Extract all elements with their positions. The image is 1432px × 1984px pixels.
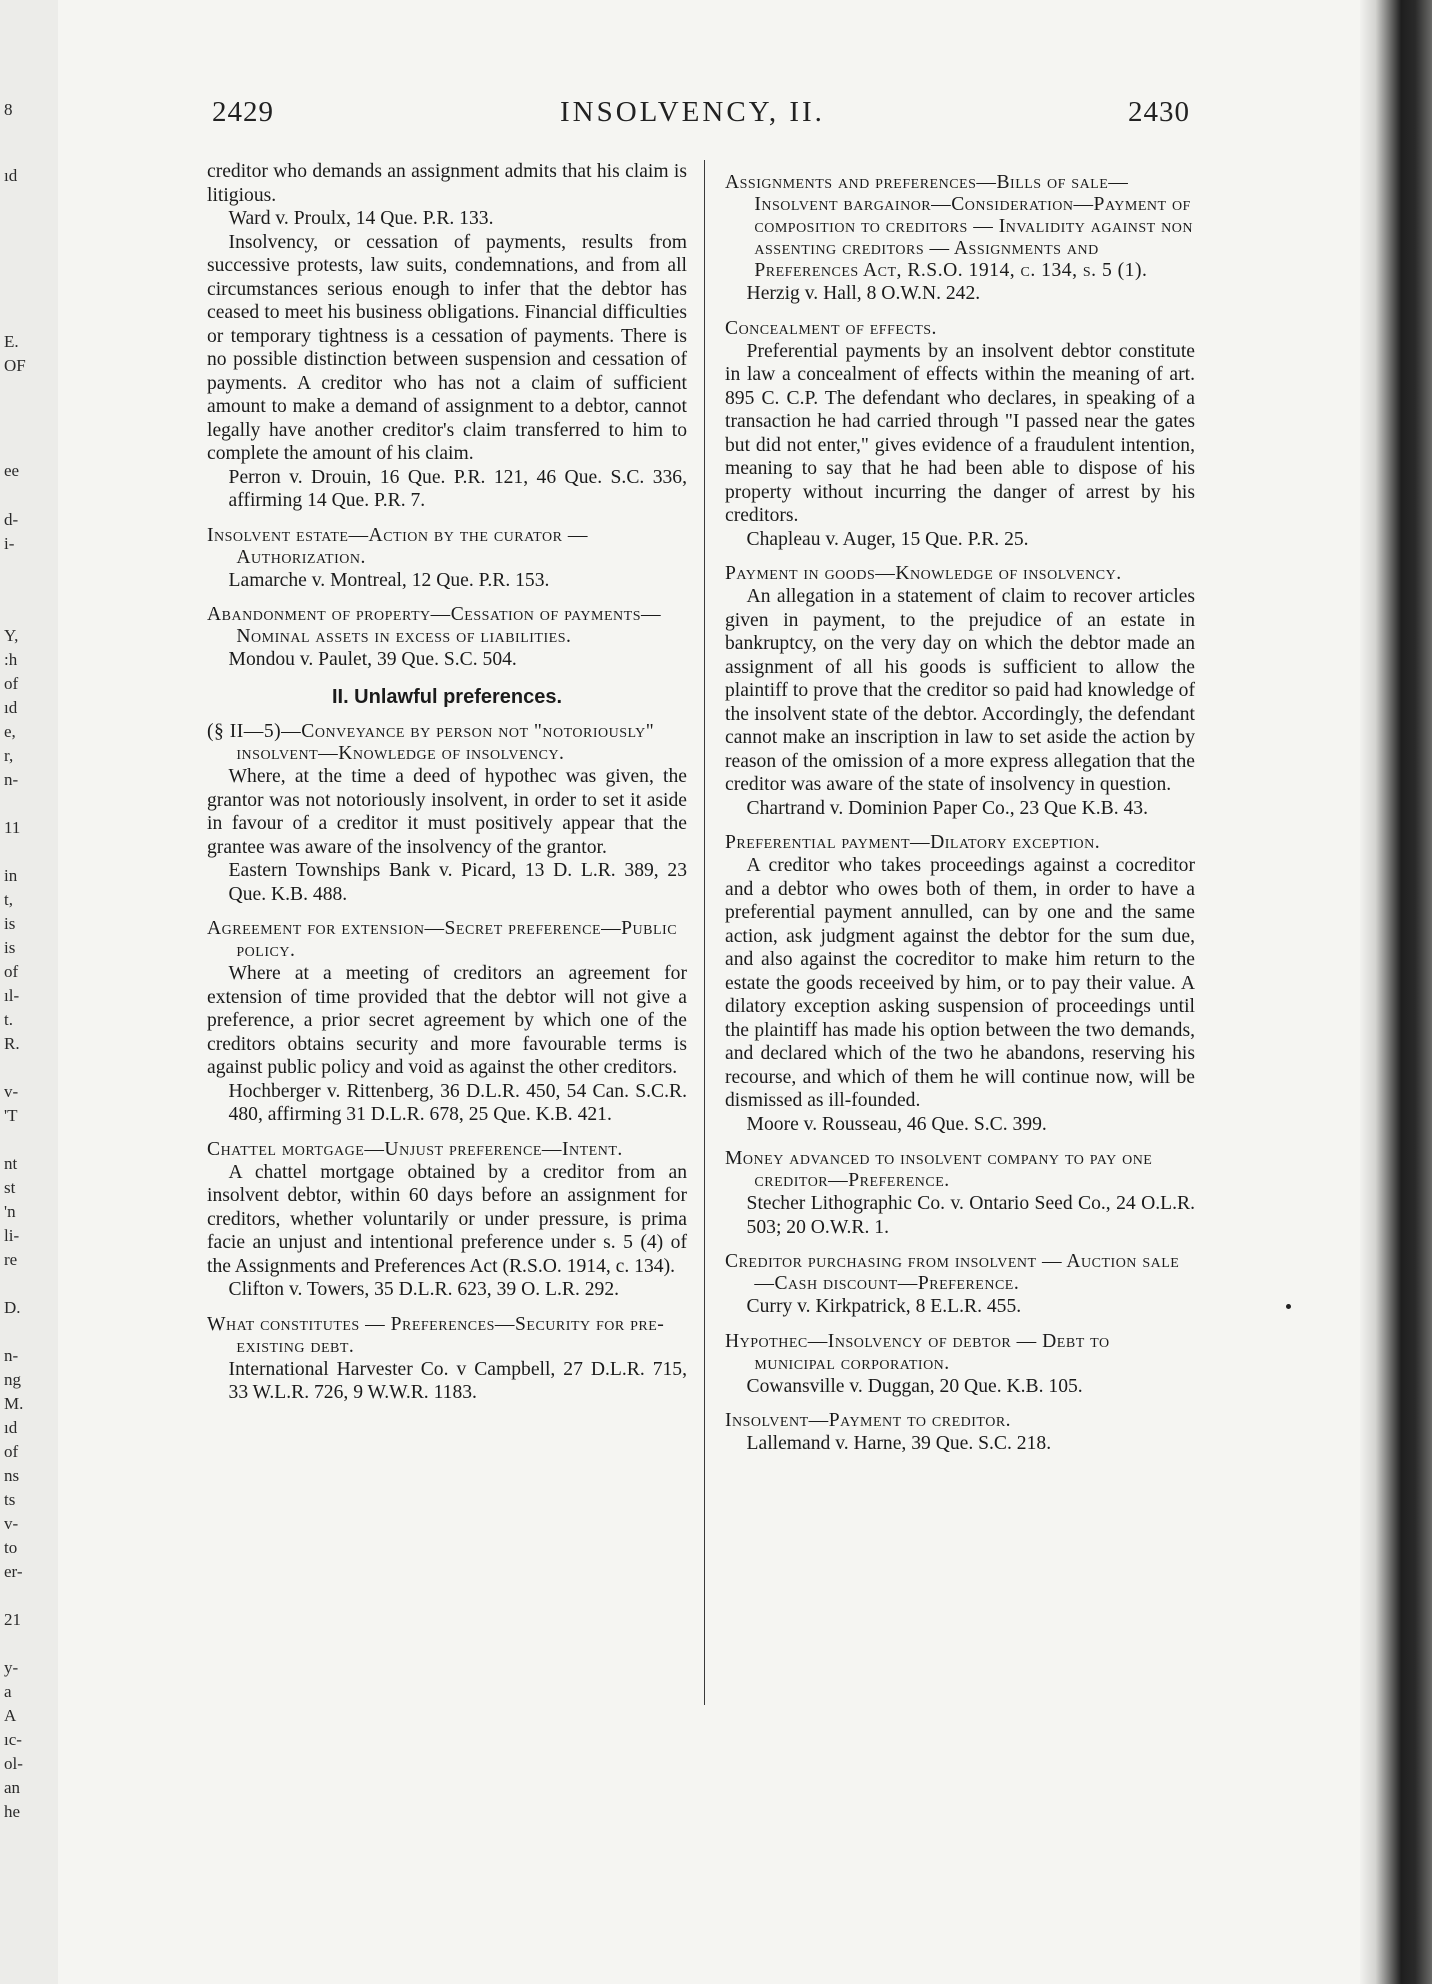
case-citation: International Harvester Co. v Campbell, 27 D.L.R. 715, 33 W.L.R. 726, 9 W.W.R. 1183. <box>228 1358 687 1403</box>
subject-heading: Agreement for extension—Secret preference—Public policy. <box>207 918 678 961</box>
bleed-fragment: :h <box>4 650 18 669</box>
bleed-fragment: an <box>4 1778 21 1797</box>
facing-page-bleed <box>0 0 58 1984</box>
case-citation: Eastern Townships Bank v. Picard, 13 D. L.R. 389, 23 Que. K.B. 488. <box>228 860 687 905</box>
subject-heading: (§ II—5)—Conveyance by person not "notoriously" insolvent—Knowledge of insolvency. <box>207 721 655 764</box>
bleed-fragment: ıd <box>4 1418 18 1437</box>
bleed-fragment: r, <box>4 746 14 765</box>
subject-heading: Assignments and preferences—Bills of sale—Insolvent bargainor—Consideration—Payment of composition to creditors — Invalidity against non assenting creditors — Assignments and Preferences Act, R.S.O. 1914, c. 134, s. 5 (1). <box>725 172 1193 281</box>
case-citation: Stecher Lithographic Co. v. Ontario Seed Co., 24 O.L.R. 503; 20 O.W.R. 1. <box>746 1193 1195 1238</box>
bleed-fragment: is <box>4 938 16 957</box>
bleed-fragment: t. <box>4 1010 13 1029</box>
case-citation: Chartrand v. Dominion Paper Co., 23 Que K.B. 43. <box>746 797 1148 819</box>
bleed-fragment: ıc- <box>4 1730 22 1749</box>
subject-heading: Money advanced to insolvent company to pay one creditor—Preference. <box>725 1148 1153 1191</box>
subject-heading: Insolvent—Payment to creditor. <box>725 1410 1012 1431</box>
bleed-fragment: E. <box>4 332 19 351</box>
case-citation: Lamarche v. Montreal, 12 Que. P.R. 153. <box>228 569 550 591</box>
case-citation: Chapleau v. Auger, 15 Que. P.R. 25. <box>746 528 1029 550</box>
bleed-fragment: of <box>4 674 19 693</box>
subject-heading: Hypothec—Insolvency of debtor — Debt to municipal corporation. <box>725 1330 1110 1374</box>
paragraph: Where, at the time a deed of hypothec was given, the grantor was not notoriously insolvent, in order to set it aside in favour of a creditor it must positively appear that the grantee was aware of the insolvency of the grantor. <box>207 766 687 858</box>
bleed-fragment: to <box>4 1538 18 1557</box>
subject-heading: Abandonment of property—Cessation of payments—Nominal assets in excess of liabilities. <box>207 604 662 647</box>
bleed-fragment: ns <box>4 1466 20 1485</box>
bleed-fragment: re <box>4 1250 18 1269</box>
paragraph: A chattel mortgage obtained by a creditor from an insolvent debtor, within 60 days before an assignment for creditors, whether voluntarily or under pressure, is prima facie an unjust and intentional preference under s. 5 (4) of the Assignments and Preferences Act (R.S.O. 1914, c. 134). <box>207 1161 687 1277</box>
case-citation: Cowansville v. Duggan, 20 Que. K.B. 105. <box>746 1375 1083 1397</box>
bleed-fragment: y- <box>4 1658 19 1677</box>
right-column <box>725 160 1195 1456</box>
running-title: INSOLVENCY, II. <box>560 96 825 128</box>
case-citation: Perron v. Drouin, 16 Que. P.R. 121, 46 Que. S.C. 336, affirming 14 Que. P.R. 7. <box>228 466 687 511</box>
bleed-fragment: is <box>4 914 16 933</box>
case-citation: Lallemand v. Harne, 39 Que. S.C. 218. <box>746 1433 1052 1454</box>
bleed-fragment: n- <box>4 770 19 789</box>
bleed-fragment: he <box>4 1802 21 1821</box>
left-page-number: 2429 <box>212 96 274 128</box>
section-heading: II. Unlawful preferences. <box>331 685 563 708</box>
bleed-fragment: er- <box>4 1562 23 1581</box>
subject-heading: Concealment of effects. <box>725 317 937 339</box>
bleed-fragment: a <box>4 1682 12 1701</box>
case-citation: Moore v. Rousseau, 46 Que. S.C. 399. <box>746 1113 1047 1135</box>
bleed-fragment: nt <box>4 1154 18 1173</box>
subject-heading: Insolvent estate—Action by the curator —Authorization. <box>207 524 588 568</box>
case-citation: Mondou v. Paulet, 39 Que. S.C. 504. <box>228 649 517 670</box>
bleed-fragment: ıl- <box>4 986 20 1005</box>
bleed-fragment: of <box>4 1442 19 1461</box>
bleed-fragment: v- <box>4 1514 19 1533</box>
bleed-fragment: D. <box>4 1298 21 1317</box>
subject-heading: Payment in goods—Knowledge of insolvency. <box>725 563 1122 584</box>
subject-heading: Chattel mortgage—Unjust preference—Intent. <box>207 1138 623 1160</box>
case-citation: Clifton v. Towers, 35 D.L.R. 623, 39 O. L.R. 292. <box>228 1279 620 1300</box>
bleed-fragment: ng <box>4 1370 21 1389</box>
bleed-fragment: ıd <box>4 166 18 185</box>
bleed-fragment: A <box>4 1706 17 1725</box>
paragraph: An allegation in a statement of claim to recover articles given in payment, to the prejudice of an estate in bankruptcy, on the very day on which the debtor made an assignment of all his goods is sufficient to allow the plaintiff to prove that the creditor so paid had knowledge of the insolvent state of the debtor. Accordingly, the defendant cannot make an inscription in law to set aside the action by reason of the omission of a more express allegation that the creditor was aware of the state of insolvency in question. <box>725 586 1195 795</box>
bleed-fragment: ee <box>4 461 20 480</box>
bleed-fragment: li- <box>4 1226 20 1245</box>
bleed-fragment: d- <box>4 510 19 529</box>
bleed-fragment: e, <box>4 722 16 741</box>
bleed-fragment: Y, <box>4 626 19 645</box>
book-spine <box>1376 0 1432 1984</box>
left-column <box>207 160 687 1405</box>
case-citation: Ward v. Proulx, 14 Que. P.R. 133. <box>228 208 494 229</box>
case-citation: Curry v. Kirkpatrick, 8 E.L.R. 455. <box>746 1296 1022 1317</box>
bleed-fragment: 21 <box>4 1610 21 1629</box>
bleed-fragment: t, <box>4 890 13 909</box>
bleed-fragment: st <box>4 1178 16 1197</box>
bleed-fragment: OF <box>4 356 26 375</box>
bleed-fragment: n- <box>4 1346 19 1365</box>
bleed-fragment: v- <box>4 1082 19 1101</box>
bleed-fragment: 11 <box>4 818 21 837</box>
paragraph: Insolvency, or cessation of payments, results from successive protests, law suits, condemnations, and from all circumstances serious enough to infer that the debtor has ceased to meet his business obligations. Financial difficulties or temporary tightness is a cessation of payments. There is no possible distinction between suspension and cessation of payments. A creditor who has not a claim of sufficient amount to make a demand of assignment to a debtor, cannot legally have another creditor's claim transferred to him to complete the amount of his claim. <box>207 231 687 464</box>
column-divider <box>704 160 705 1705</box>
bleed-fragment: ol- <box>4 1754 23 1773</box>
bleed-fragment: ıd <box>4 698 18 717</box>
page-edge <box>1360 0 1376 1984</box>
body-text: creditor who demands an assignment admits that his claim is litigious. <box>207 161 687 206</box>
bleed-fragment: 8 <box>4 100 13 119</box>
bleed-fragment: 'n <box>4 1202 16 1221</box>
bleed-fragment: i- <box>4 534 15 553</box>
bleed-fragment: M. <box>4 1394 24 1413</box>
paragraph: A creditor who takes proceedings against a cocreditor and a debtor who owes both of them, in order to have a preferential payment annulled, can by one and the same action, ask judgment against the debtor for the sum due, and also against the cocreditor to make him return to the estate the goods receeived by him, or to pay their value. A dilatory exception asking suspension of proceedings until the plaintiff has made his option between the two demands, and declared which of the two he abandons, reserving his recourse, and which of them he will continue now, will be dismissed as ill-founded. <box>725 855 1195 1111</box>
ink-speck <box>1286 1304 1291 1309</box>
case-citation: Hochberger v. Rittenberg, 36 D.L.R. 450, 54 Can. S.C.R. 480, affirming 31 D.L.R. 678, 25 Que. K.B. 421. <box>228 1080 687 1125</box>
bleed-fragment: 'T <box>4 1106 18 1125</box>
paragraph: Preferential payments by an insolvent debtor constitute in law a concealment of effects within the meaning of art. 895 C. C.P. The defendant who declares, in speaking of a transaction he had carried through "I passed near the gates but did not enter," gives evidence of a fraudulent intention, meaning to say that he had been able to dispose of his property without incurring the danger of arrest by his creditors. <box>725 340 1195 526</box>
subject-heading: Creditor purchasing from insolvent — Auction sale—Cash discount—Preference. <box>725 1251 1180 1294</box>
subject-heading: What constitutes — Preferences—Security for pre-existing debt. <box>207 1313 665 1357</box>
paragraph: Where at a meeting of creditors an agreement for extension of time provided that the debtor will not give a preference, a prior secret agreement by which one of the creditors obtains security and more favourable terms is against public policy and void as against the other creditors. <box>207 963 687 1078</box>
subject-heading: Preferential payment—Dilatory exception. <box>725 832 1101 853</box>
bleed-fragment: ts <box>4 1490 16 1509</box>
bleed-fragment: of <box>4 962 19 981</box>
right-page-number: 2430 <box>1128 96 1190 128</box>
bleed-fragment: in <box>4 866 18 885</box>
bleed-fragment: R. <box>4 1034 20 1053</box>
case-citation: Herzig v. Hall, 8 O.W.N. 242. <box>746 283 981 304</box>
